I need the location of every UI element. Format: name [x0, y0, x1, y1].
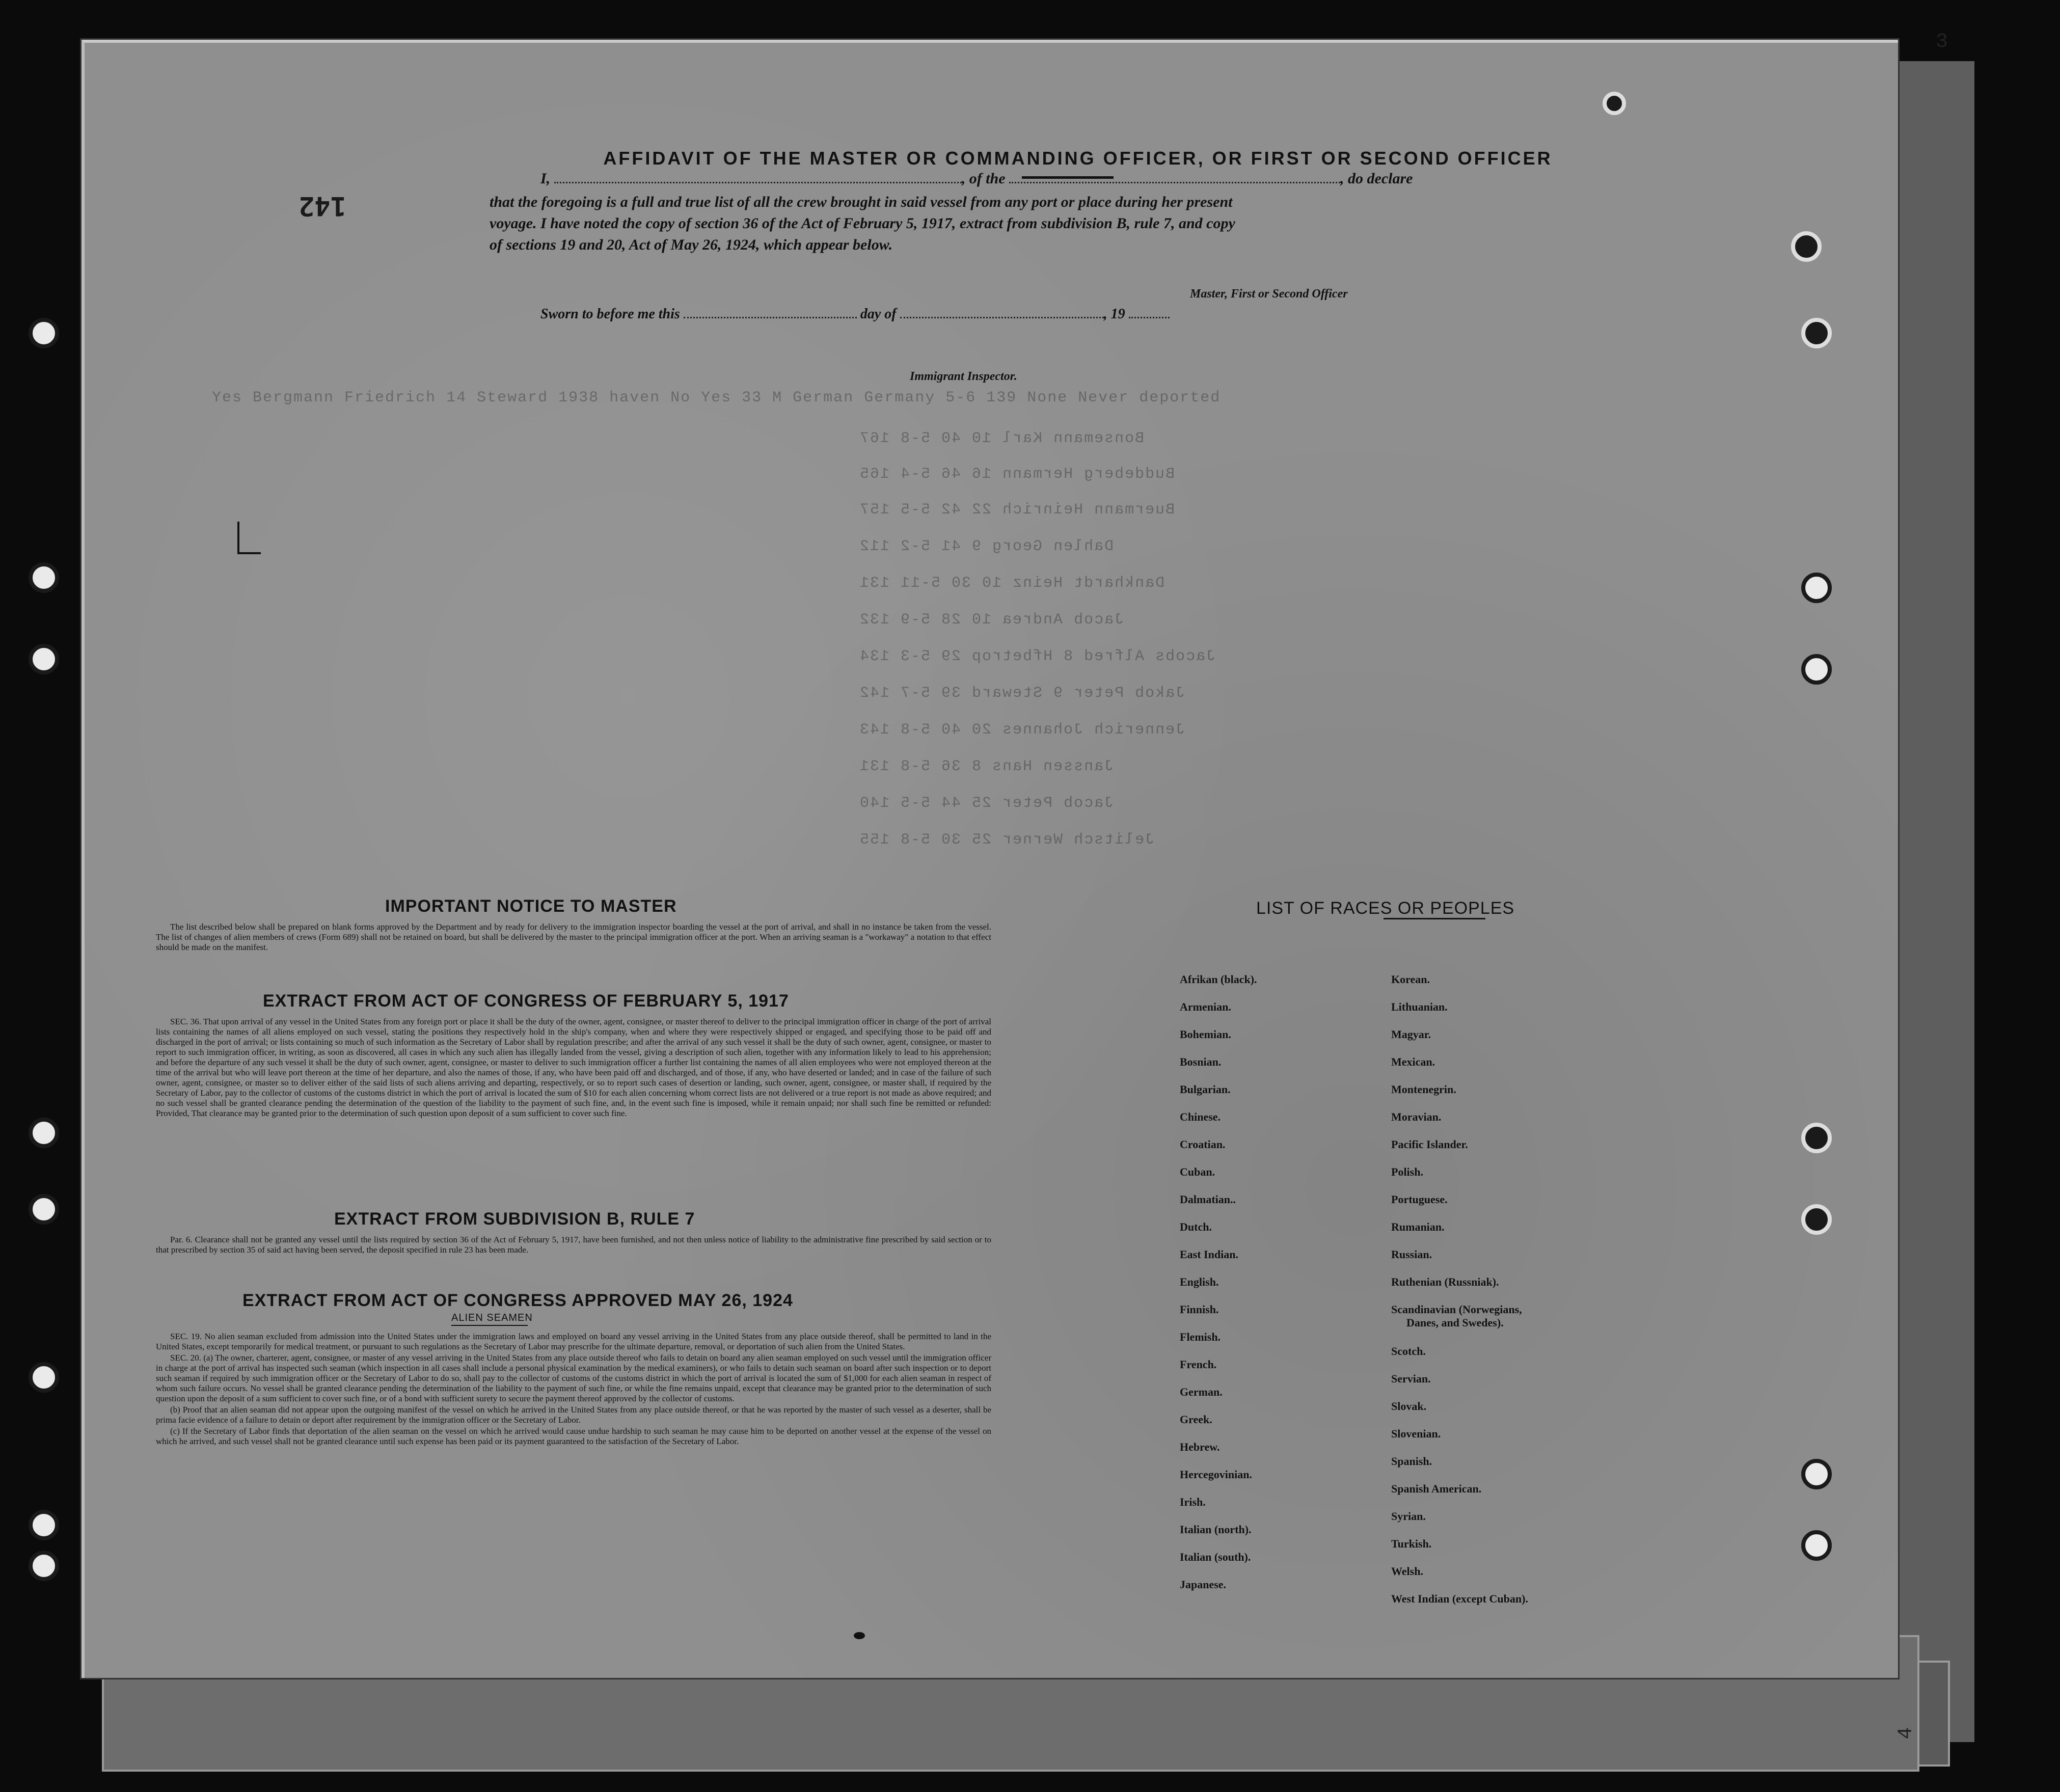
race-item: Polish. — [1391, 1165, 1423, 1178]
bleed-through-row: Yes Bergmann Friedrich 14 Steward 1938 haven No Yes 33 M German Germany 5-6 139 None Never deported — [212, 389, 1221, 406]
race-item: Russian. — [1391, 1248, 1432, 1261]
extract-1924-text — [156, 1332, 991, 1448]
section-36-paragraph: SEC. 36. That upon arrival of any vessel in the United States from any foreign port or place it shall be the duty of the owner, agent, consignee, or master thereof to deliver to the principal immigration officer in charge of the port of arrival lists containing the names of all aliens employed on such vessel, stating the positions they respectively hold in the ship's company, when and where they were respectively shipped or engaged, and specifying those to be paid off and discharged in the port of arrival; or lists containing so much of such information as the Secretary of Labor shall by regulation prescribe; and after the arrival of any such vessel it shall be the duty of such owner, agent, consignee, or master to report to such immigration officer, in writing, as soon as discovered, all cases in which any such alien has illegally landed from the vessel, giving a description of such alien, together with any information likely to lead to his apprehension; and before the departure of any such vessel it shall be the duty of such owner, agent, consignee, or master to deliver to such immigration officer a further list containing the names of all alien employees who were not employed thereon at the time of the arrival but who will leave port thereon at the time of her departure, and also the names of those, if any, who have been paid off and discharged, and of those, if any, who have deserted or landed; and in case of the failure of such owner, agent, consignee, or master so to deliver either of the said lists of such aliens arriving and departing, respectively, or so to report such cases of desertion or landing, such owner, agent, consignee, or master shall, if required by the Secretary of Labor, pay to the collector of customs of the customs district in which the port of arrival is located the sum of $10 for each alien concerning whom correct lists are not delivered or a true report is not made as above required; and no such vessel shall be granted clearance pending the determination of the question of the liability to the payment of such fine, and, in the event such fine is imposed, while it remain unpaid; nor shall such fine be remitted or refunded: Provided, That clearance may be granted prior to the determination of such question upon deposit of a sum sufficient to cover such fine. — [156, 1017, 991, 1118]
binder-hole — [1801, 1530, 1832, 1561]
races-underline — [1384, 918, 1485, 919]
corner-mark: 3 — [1936, 31, 1948, 53]
race-item: Cuban. — [1180, 1165, 1215, 1178]
race-item: Scandinavian (Norwegians, — [1391, 1303, 1522, 1316]
corner-mark: 4 — [1894, 1727, 1918, 1740]
race-item: Scotch. — [1391, 1345, 1426, 1357]
declarant-name-blank[interactable] — [554, 171, 962, 183]
inspector-label: Immigrant Inspector. — [910, 370, 1017, 383]
declarant-label: I, — [540, 170, 551, 187]
race-item: Turkish. — [1391, 1537, 1432, 1550]
binder-hole — [1801, 318, 1832, 348]
race-item: Irish. — [1180, 1496, 1206, 1508]
race-item: English. — [1180, 1275, 1219, 1288]
section-19-paragraph: SEC. 19. No alien seaman excluded from admission into the United States under the immigration laws and employed on board any vessel arriving in the United States from any place outside thereof, shall be permitted to land in the United States, except temporarily for medical treatment, or pursuant to such regulations as the Secretary of Labor may prescribe for the ultimate departure, removal, or deportation of such alien from the United States. — [156, 1332, 991, 1351]
race-item: Italian (north). — [1180, 1523, 1252, 1536]
race-item: Hebrew. — [1180, 1441, 1220, 1453]
race-item: Mexican. — [1391, 1055, 1435, 1068]
notice-text — [156, 922, 991, 954]
subtitle-underline — [451, 1325, 528, 1326]
binder-hole — [29, 1118, 59, 1148]
race-item: Pacific Islander. — [1391, 1138, 1468, 1151]
race-item: West Indian (except Cuban). — [1391, 1592, 1528, 1605]
race-item: Dalmatian.. — [1180, 1193, 1236, 1206]
binder-hole — [1791, 231, 1822, 262]
extract-1924-title: EXTRACT FROM ACT OF CONGRESS APPROVED MAY 26, 1924 — [242, 1291, 793, 1310]
declaration-text: that the foregoing is a full and true list of all the crew brought in said vessel from any port or place during her present — [490, 194, 1233, 210]
binder-hole — [29, 318, 59, 348]
race-item: Portuguese. — [1391, 1193, 1448, 1206]
declaration-line — [540, 170, 1413, 187]
bleed-through-row: Jacob Peter 25 44 5-5 140 — [859, 795, 1114, 812]
section-20a-paragraph: SEC. 20. (a) The owner, charterer, agent, consignee, or master of any vessel arriving in the United States from any place outside thereof who fails to detain on board any alien seaman employed on such vessel until the immigration officer in charge at the port of arrival has inspected such seaman (which inspection in all cases shall include a personal physical examination by the medical examiners), or who fails to detain such seaman on board after such inspection or to deport such seaman if required by such immigration officer or the Secretary of Labor to do so, shall pay to the collector of customs of the customs district in which the port of arrival is located the sum of $1,000 for each alien seaman in respect of whom such failure occurs. No vessel shall be granted clearance pending the determination of the liability to the payment of such fine, or while the fine remains unpaid, except that clearance may be granted prior to the determination of such question upon the deposit of a sum sufficient to cover such fine, or of a bond with sufficient surety to secure the payment thereof approved by the collector of customs. — [156, 1353, 991, 1403]
binder-hole — [1801, 1204, 1832, 1235]
binder-hole — [1801, 1459, 1832, 1489]
sworn-day-blank[interactable] — [684, 306, 857, 318]
binder-hole — [29, 644, 59, 674]
sheet-number: 142 — [299, 191, 346, 221]
race-item: Finnish. — [1180, 1303, 1219, 1316]
declaration-text: of sections 19 and 20, Act of May 26, 1924, which appear below. — [490, 236, 893, 253]
race-item: Syrian. — [1391, 1510, 1426, 1523]
binder-hole — [1801, 1123, 1832, 1153]
bleed-through-row: Buddeberg Hermann 16 46 5-4 165 — [859, 466, 1175, 483]
binder-hole — [29, 1362, 59, 1393]
race-item: Spanish. — [1391, 1455, 1432, 1468]
declaration-text: voyage. I have noted the copy of section 36 of the Act of February 5, 1917, extract from subdivision B, rule 7, and copy — [490, 215, 1235, 232]
binder-hole — [29, 562, 59, 593]
rule-7-title: EXTRACT FROM SUBDIVISION B, RULE 7 — [334, 1209, 695, 1229]
bleed-through-row: Bonsemann Karl 10 40 5-8 167 — [859, 430, 1145, 447]
manifest-sheet — [82, 40, 1898, 1678]
race-item: Hercegovinian. — [1180, 1468, 1252, 1481]
race-item: Armenian. — [1180, 1000, 1231, 1013]
binder-hole — [29, 1510, 59, 1540]
signature-label: Master, First or Second Officer — [1190, 287, 1348, 301]
binder-hole — [1801, 573, 1832, 603]
rule-7-text — [156, 1235, 991, 1256]
ink-blot — [854, 1632, 865, 1639]
race-item: Bohemian. — [1180, 1028, 1231, 1041]
races-title: LIST OF RACES OR PEOPLES — [1256, 899, 1515, 918]
race-item: Flemish. — [1180, 1331, 1221, 1343]
race-item: Lithuanian. — [1391, 1000, 1448, 1013]
race-item: Montenegrin. — [1391, 1083, 1456, 1096]
extract-1917-title: EXTRACT FROM ACT OF CONGRESS OF FEBRUARY 5, 1917 — [263, 991, 789, 1011]
sworn-month-blank[interactable] — [900, 306, 1104, 318]
race-item: Danes, and Swedes). — [1406, 1316, 1504, 1329]
bleed-through-row: Dankhardt Heinz 10 30 5-11 131 — [859, 575, 1165, 592]
race-item: East Indian. — [1180, 1248, 1238, 1261]
race-item: French. — [1180, 1358, 1217, 1371]
binder-hole — [29, 1194, 59, 1225]
section-20c-paragraph: (c) If the Secretary of Labor finds that deportation of the alien seaman on the vessel on which he arrived would cause undue hardship to such seaman he may cause him to be deported on another vessel at the expense of the vessel on which he arrived, and such vessel shall not be granted clearance until such expense has been paid or its payment guaranteed to the satisfaction of the Secretary of Labor. — [156, 1426, 991, 1446]
vessel-name-blank[interactable] — [1009, 171, 1340, 183]
section-20b-paragraph: (b) Proof that an alien seaman did not appear upon the outgoing manifest of the vessel on which he arrived in the United States from any place outside thereof, or that he was reported by the master of such vessel as a deserter, shall be prima facie evidence of a failure to detain or deport after requirement by the immigration officer or the Secretary of Labor. — [156, 1405, 991, 1425]
race-item: Chinese. — [1180, 1110, 1221, 1123]
race-item: Afrikan (black). — [1180, 973, 1257, 986]
race-item: Japanese. — [1180, 1578, 1227, 1591]
race-item: Bosnian. — [1180, 1055, 1222, 1068]
race-item: Spanish American. — [1391, 1482, 1482, 1495]
race-item: Slovenian. — [1391, 1427, 1441, 1440]
bleed-through-row: Jakob Peter 9 Steward 39 5-7 142 — [859, 685, 1185, 702]
rule-7-paragraph: Par. 6. Clearance shall not be granted any vessel until the lists required by section 36 of the Act of February 5, 1917, have been furnished, and not then unless notice of liability to the administrative fine prescribed by said section or to that prescribed by section 35 of said act having been served, the deposit specified in rule 23 has been made. — [156, 1235, 991, 1255]
race-item: Moravian. — [1391, 1110, 1442, 1123]
corner-mark — [237, 552, 261, 554]
bleed-through-row: Jelitsch Werner 25 30 5-8 155 — [859, 831, 1155, 849]
sworn-year-blank[interactable] — [1129, 306, 1170, 318]
race-item: Dutch. — [1180, 1220, 1212, 1233]
race-item: Ruthenian (Russniak). — [1391, 1275, 1499, 1288]
affidavit-title: AFFIDAVIT OF THE MASTER OR COMMANDING OFFICER, OR FIRST OR SECOND OFFICER — [603, 148, 1553, 169]
sworn-line — [540, 306, 1170, 322]
notice-title: IMPORTANT NOTICE TO MASTER — [385, 897, 677, 916]
race-item: Croatian. — [1180, 1138, 1226, 1151]
vessel-label: , of the — [961, 170, 1006, 187]
sworn-year-label: , 19 — [1103, 306, 1125, 322]
binder-hole — [29, 1551, 59, 1581]
race-item: Magyar. — [1391, 1028, 1431, 1041]
race-item: Korean. — [1391, 973, 1430, 986]
race-item: Rumanian. — [1391, 1220, 1445, 1233]
extract-1917-text — [156, 1017, 991, 1120]
race-item: Slovak. — [1391, 1400, 1427, 1413]
sworn-day-label: day of — [860, 306, 897, 322]
alien-seamen-subtitle: ALIEN SEAMEN — [451, 1312, 533, 1323]
notice-paragraph: The list described below shall be prepared on blank forms approved by the Department and by ready for delivery to the immigration inspector boarding the vessel at the port of arrival, and shall in no instance be taken from the vessel. The list of changes of alien members of crews (Form 689) shall not be retained on board, but shall be delivered by the master to the principal immigration officer at the port. When an arriving seaman is a "workaway" a notation to that effect should be made on the manifest. — [156, 922, 991, 952]
bleed-through-row: Buermann Heinrich 22 42 5-5 157 — [859, 501, 1175, 519]
bleed-through-row: Dahlen Georg 9 41 5-2 112 — [859, 538, 1114, 555]
race-item: Italian (south). — [1180, 1551, 1251, 1563]
binder-hole — [1603, 92, 1626, 115]
sworn-label: Sworn to before me this — [540, 306, 680, 322]
race-item: Greek. — [1180, 1413, 1212, 1426]
bleed-through-row: Jacobs Alfred 8 Hfbetrop 29 5-3 134 — [859, 648, 1216, 665]
race-item: Welsh. — [1391, 1565, 1423, 1578]
bleed-through-row: Jacob Andrea 10 28 5-9 132 — [859, 611, 1124, 629]
race-item: Bulgarian. — [1180, 1083, 1231, 1096]
declare-label: , do declare — [1340, 170, 1413, 187]
race-item: Servian. — [1391, 1372, 1431, 1385]
bleed-through-row: Jennerich Johannes 20 40 5-8 143 — [859, 721, 1185, 739]
corner-mark — [237, 522, 239, 552]
underlying-page-stack — [1895, 61, 1974, 1742]
bleed-through-row: Janssen Hans 8 36 5-8 131 — [859, 758, 1114, 775]
race-item: German. — [1180, 1386, 1223, 1398]
binder-hole — [1801, 654, 1832, 685]
